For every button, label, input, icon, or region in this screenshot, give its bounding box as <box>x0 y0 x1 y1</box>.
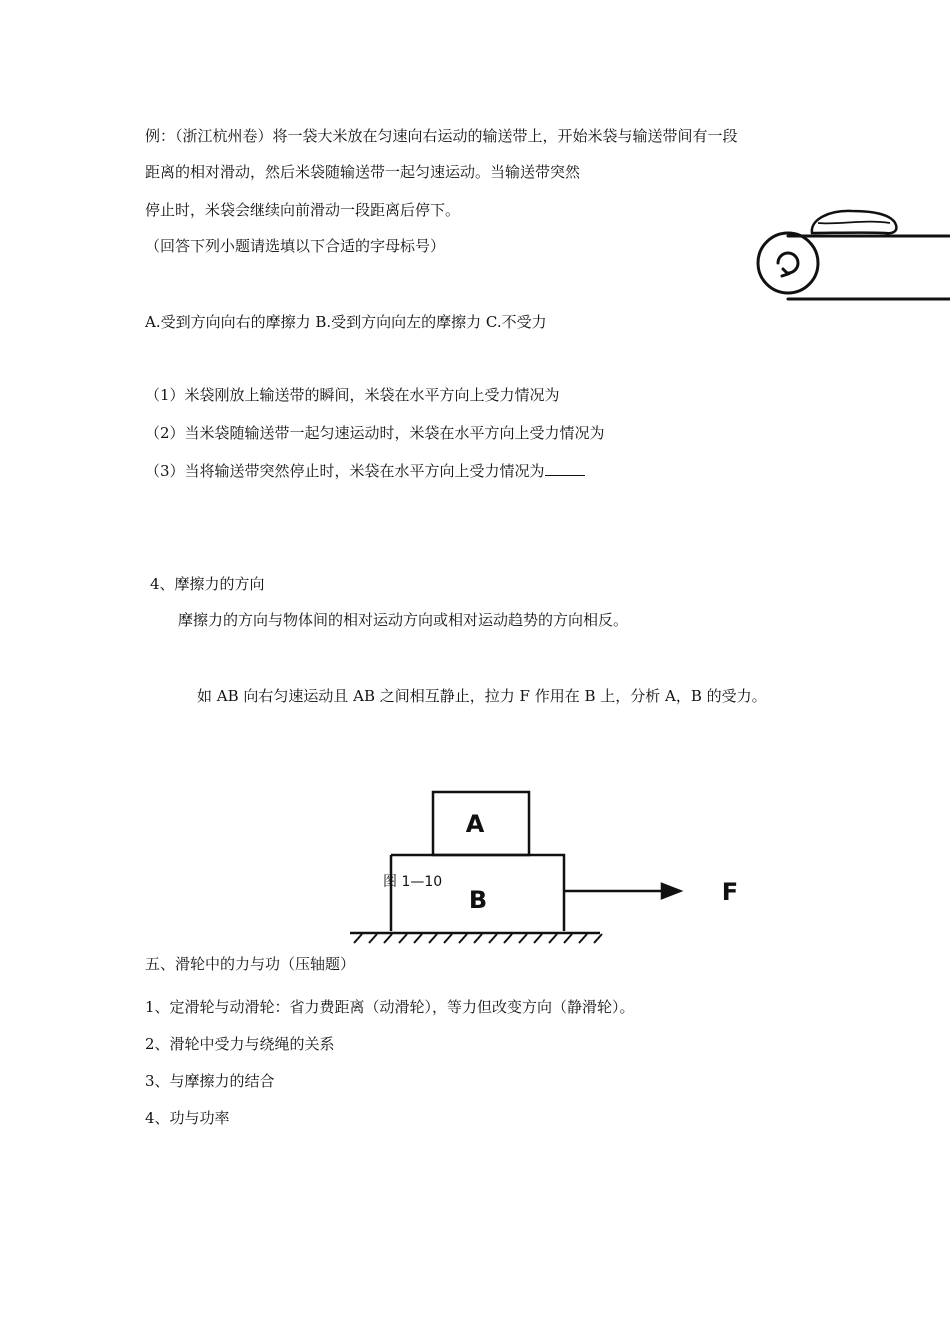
conveyor-belt-figure <box>750 205 950 305</box>
example-line-2: 距离的相对滑动，然后米袋随输送带一起匀速运动。当输送带突然 <box>145 163 581 181</box>
block-diagram <box>340 780 770 950</box>
answer-blank[interactable] <box>545 461 585 476</box>
ground-hatching <box>354 934 602 943</box>
question-2: （2）当米袋随输送带一起匀速运动时，米袋在水平方向上受力情况为 <box>145 424 605 442</box>
example-line-3: 停止时，米袋会继续向前滑动一段距离后停下。 <box>145 201 461 219</box>
question-3 <box>145 461 585 481</box>
section-4-title: 4、摩擦力的方向 <box>150 575 265 593</box>
example-line-4: （回答下列小题请选填以下合适的字母标号） <box>145 237 446 255</box>
belt-pulley <box>758 233 818 293</box>
section-4-body: 摩擦力的方向与物体间的相对运动方向或相对运动趋势的方向相反。 <box>178 611 629 629</box>
section-4-example: 如 AB 向右匀速运动且 AB 之间相互静止，拉力 F 作用在 B 上，分析 A，B 的受力。 <box>197 687 767 705</box>
block-b-label: B <box>468 886 488 914</box>
example-line-1: 例：（浙江杭州卷）将一袋大米放在匀速向右运动的输送带上，开始米袋与输送带间有一段 <box>145 127 738 145</box>
block-a-label: A <box>465 810 485 838</box>
section-5-title: 五、滑轮中的力与功（压轴题） <box>145 955 356 973</box>
section-5-item-4: 4、功与功率 <box>145 1109 230 1127</box>
section-5-item-2: 2、滑轮中受力与绕绳的关系 <box>145 1035 335 1053</box>
force-label: F <box>721 878 739 906</box>
question-3-text: （3）当将输送带突然停止时，米袋在水平方向上受力情况为 <box>145 462 545 480</box>
section-5-item-1: 1、定滑轮与动滑轮：省力费距离（动滑轮），等力但改变方向（静滑轮）。 <box>145 998 635 1016</box>
question-1: （1）米袋刚放上输送带的瞬间，米袋在水平方向上受力情况为 <box>145 386 560 404</box>
answer-options: A.受到方向向右的摩擦力 B.受到方向向左的摩擦力 C.不受力 <box>145 313 547 331</box>
rotation-arrow <box>778 253 798 273</box>
figure-caption: 图 1—10 <box>383 874 443 890</box>
section-5-item-3: 3、与摩擦力的结合 <box>145 1072 275 1090</box>
